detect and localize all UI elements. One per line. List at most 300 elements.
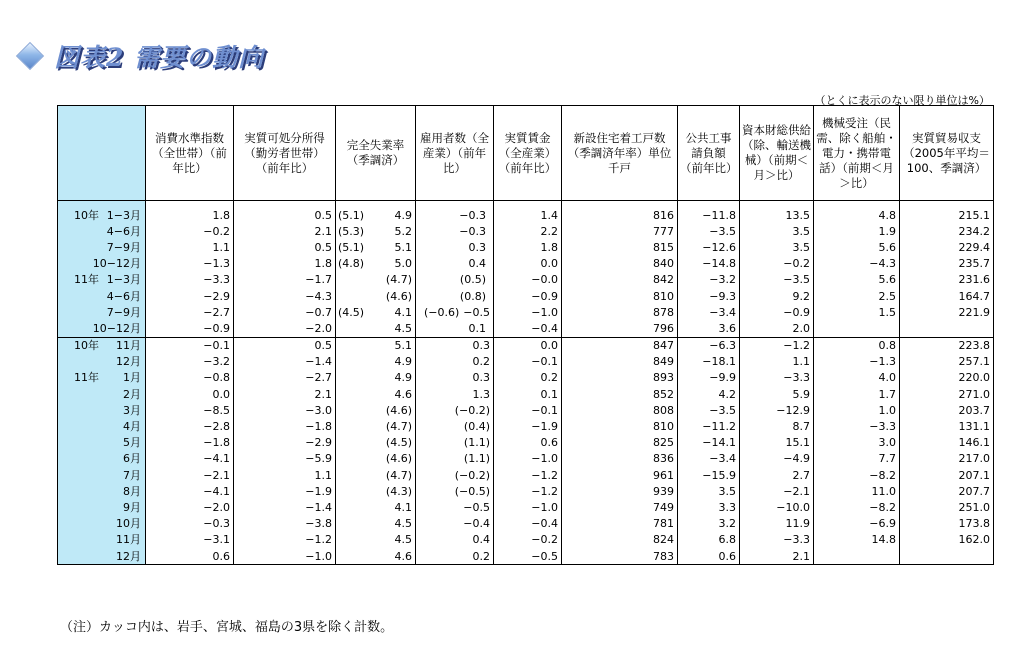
cell: 1.3 — [416, 386, 494, 402]
cell: (4.3) — [336, 483, 416, 499]
table-row — [58, 370, 994, 386]
row-label — [58, 304, 146, 320]
cell — [336, 223, 416, 239]
cell: 1.9 — [814, 223, 900, 239]
cell: −1.2 — [740, 337, 814, 354]
cell: 220.0 — [900, 370, 994, 386]
cell — [336, 272, 416, 288]
cell: −0.9 — [146, 320, 234, 337]
cell: 234.2 — [900, 223, 994, 239]
cell: 878 — [562, 304, 678, 320]
table-row — [58, 418, 994, 434]
cell — [336, 320, 416, 337]
cell: −0.5 — [494, 548, 562, 565]
cell: −3.4 — [678, 451, 740, 467]
cell: −15.9 — [678, 467, 740, 483]
header-col-9: 機械受注（民需、除く船舶・電力・携帯電話）（前期＜月＞比） — [814, 106, 900, 201]
cell: (4.5) — [336, 435, 416, 451]
cell: 796 — [562, 320, 678, 337]
row-year: 11年 — [74, 273, 99, 287]
cell-paren: −0.3 — [459, 224, 486, 238]
cell: 7.7 — [814, 451, 900, 467]
cell: −0.1 — [494, 354, 562, 370]
cell — [416, 288, 494, 304]
row-label — [58, 272, 146, 288]
cell: −0.5 — [416, 499, 494, 515]
cell-paren: (4.5) — [338, 305, 365, 319]
row-label — [58, 337, 146, 354]
row-period: 1−3月 — [106, 208, 141, 222]
cell: 257.1 — [900, 354, 994, 370]
table-row — [58, 223, 994, 239]
row-label — [58, 386, 146, 402]
cell — [416, 304, 494, 320]
cell: 207.7 — [900, 483, 994, 499]
cell: 3.6 — [678, 320, 740, 337]
cell: 0.5 — [234, 201, 336, 224]
table-row — [58, 548, 994, 565]
header-col-5: 実質賃金（全産業）（前年比） — [494, 106, 562, 201]
cell: 1.8 — [494, 239, 562, 255]
cell — [336, 201, 416, 224]
cell: 0.3 — [416, 370, 494, 386]
row-label — [58, 320, 146, 337]
cell: 4.1 — [336, 499, 416, 515]
cell: 1.5 — [814, 304, 900, 320]
cell: −8.2 — [814, 499, 900, 515]
header-col-10: 実質貿易収支（2005年平均＝100、季調済） — [900, 106, 994, 201]
cell: 1.4 — [494, 201, 562, 224]
table-row — [58, 354, 994, 370]
row-period: 8月 — [123, 484, 141, 498]
unit-note: （とくに表示のない限り単位は%） — [814, 94, 990, 107]
cell: −4.1 — [146, 483, 234, 499]
row-period: 12月 — [116, 549, 141, 563]
cell: 4.9 — [336, 370, 416, 386]
cell-paren: (4.8) — [338, 257, 365, 271]
row-label — [58, 516, 146, 532]
cell: −5.9 — [234, 451, 336, 467]
row-period: 1−3月 — [106, 273, 141, 287]
cell: 808 — [562, 402, 678, 418]
cell — [416, 201, 494, 224]
row-label — [58, 467, 146, 483]
cell-paren: (5.3) — [338, 224, 365, 238]
cell: −3.3 — [740, 532, 814, 548]
cell: −0.4 — [494, 320, 562, 337]
cell-value: 5.2 — [394, 224, 412, 238]
demand-table — [57, 105, 994, 565]
table-row — [58, 402, 994, 418]
cell — [336, 239, 416, 255]
cell — [814, 320, 900, 337]
cell-value: (4.7) — [385, 273, 412, 287]
cell: −2.7 — [146, 304, 234, 320]
row-period: 1月 — [123, 371, 141, 385]
cell: −11.2 — [678, 418, 740, 434]
cell: −14.1 — [678, 435, 740, 451]
cell: −0.7 — [234, 304, 336, 320]
cell: 781 — [562, 516, 678, 532]
cell — [336, 288, 416, 304]
cell: 810 — [562, 418, 678, 434]
cell: −9.3 — [678, 288, 740, 304]
cell: −1.0 — [494, 304, 562, 320]
cell: −2.9 — [234, 435, 336, 451]
cell: −1.0 — [494, 499, 562, 515]
cell: 5.6 — [814, 272, 900, 288]
row-period: 11月 — [116, 533, 141, 547]
table-row — [58, 532, 994, 548]
cell: 1.1 — [740, 354, 814, 370]
cell: −0.0 — [494, 272, 562, 288]
row-period: 4月 — [123, 420, 141, 434]
cell-value: (4.6) — [385, 289, 412, 303]
cell: 223.8 — [900, 337, 994, 354]
cell: 5.1 — [336, 337, 416, 354]
cell-paren: (5.1) — [338, 208, 365, 222]
table-row — [58, 288, 994, 304]
row-period: 5月 — [123, 436, 141, 450]
cell: −1.7 — [234, 272, 336, 288]
header-col-2: 実質可処分所得（勤労者世帯）（前年比） — [234, 106, 336, 201]
cell: −1.3 — [146, 256, 234, 272]
cell: −0.2 — [740, 256, 814, 272]
cell: −12.6 — [678, 239, 740, 255]
table-row — [58, 337, 994, 354]
cell: 1.8 — [146, 201, 234, 224]
cell: 5.6 — [814, 239, 900, 255]
cell: 4.0 — [814, 370, 900, 386]
cell: 849 — [562, 354, 678, 370]
cell: −3.3 — [814, 418, 900, 434]
table-row — [58, 256, 994, 272]
cell: −0.1 — [494, 402, 562, 418]
cell — [416, 256, 494, 272]
cell: 0.0 — [146, 386, 234, 402]
cell: 0.6 — [494, 435, 562, 451]
row-period: 11月 — [116, 339, 141, 353]
cell: −3.4 — [678, 304, 740, 320]
cell: −3.3 — [740, 370, 814, 386]
cell: 221.9 — [900, 304, 994, 320]
table-row — [58, 499, 994, 515]
cell: (−0.5) — [416, 483, 494, 499]
header-col-1: 消費水準指数（全世帯）（前年比） — [146, 106, 234, 201]
cell: −0.8 — [146, 370, 234, 386]
cell — [900, 548, 994, 565]
cell-paren: (−0.6) — [423, 305, 460, 319]
cell: 215.1 — [900, 201, 994, 224]
row-period: 4−6月 — [106, 224, 141, 238]
row-label — [58, 483, 146, 499]
cell: 0.3 — [416, 337, 494, 354]
cell: 231.6 — [900, 272, 994, 288]
cell: 3.2 — [678, 516, 740, 532]
cell: (4.6) — [336, 402, 416, 418]
cell: 14.8 — [814, 532, 900, 548]
cell-paren: (0.8) — [459, 289, 486, 303]
cell: 271.0 — [900, 386, 994, 402]
cell: (4.7) — [336, 467, 416, 483]
cell-paren: 0.1 — [468, 321, 486, 335]
cell: 2.1 — [740, 548, 814, 565]
table-row — [58, 516, 994, 532]
row-period: 7−9月 — [106, 240, 141, 254]
cell: −18.1 — [678, 354, 740, 370]
row-label — [58, 239, 146, 255]
cell: −2.1 — [740, 483, 814, 499]
cell: (0.4) — [416, 418, 494, 434]
cell: 5.9 — [740, 386, 814, 402]
cell: −14.8 — [678, 256, 740, 272]
cell — [336, 304, 416, 320]
cell: −0.2 — [146, 223, 234, 239]
cell-value: 4.9 — [394, 208, 412, 222]
cell: 893 — [562, 370, 678, 386]
cell: −1.8 — [234, 418, 336, 434]
header-period — [58, 106, 146, 201]
row-period: 2月 — [123, 387, 141, 401]
cell: 0.2 — [494, 370, 562, 386]
cell-paren: (5.1) — [338, 240, 365, 254]
cell: 836 — [562, 451, 678, 467]
cell: −12.9 — [740, 402, 814, 418]
cell: −4.9 — [740, 451, 814, 467]
cell: 235.7 — [900, 256, 994, 272]
cell: −9.9 — [678, 370, 740, 386]
cell-paren: −0.3 — [459, 208, 486, 222]
cell: −3.5 — [678, 402, 740, 418]
cell: 824 — [562, 532, 678, 548]
cell: 825 — [562, 435, 678, 451]
cell: −10.0 — [740, 499, 814, 515]
cell: −1.9 — [494, 418, 562, 434]
cell: −1.8 — [146, 435, 234, 451]
cell: 0.2 — [416, 354, 494, 370]
row-year: 10年 — [74, 339, 99, 353]
cell: −3.8 — [234, 516, 336, 532]
cell: 4.8 — [814, 201, 900, 224]
cell: −3.0 — [234, 402, 336, 418]
cell: 3.5 — [678, 483, 740, 499]
cell: −3.2 — [146, 354, 234, 370]
cell: −2.1 — [146, 467, 234, 483]
cell — [416, 223, 494, 239]
cell: 1.1 — [234, 467, 336, 483]
header-col-3: 完全失業率（季調済） — [336, 106, 416, 201]
cell: −1.2 — [234, 532, 336, 548]
cell: 0.0 — [494, 337, 562, 354]
cell: 2.5 — [814, 288, 900, 304]
cell: −11.8 — [678, 201, 740, 224]
header-col-8: 資本財総供給（除、輸送機械）（前期＜月＞比） — [740, 106, 814, 201]
cell: 815 — [562, 239, 678, 255]
cell-value: 4.5 — [394, 321, 412, 335]
cell: 0.1 — [494, 386, 562, 402]
cell: 164.7 — [900, 288, 994, 304]
cell: −0.9 — [494, 288, 562, 304]
cell: −0.9 — [740, 304, 814, 320]
cell: 207.1 — [900, 467, 994, 483]
cell: 1.1 — [146, 239, 234, 255]
row-year: 11年 — [74, 371, 99, 385]
cell: 0.5 — [234, 239, 336, 255]
cell: 146.1 — [900, 435, 994, 451]
row-period: 4−6月 — [106, 289, 141, 303]
table-body — [58, 201, 994, 565]
row-period: 7−9月 — [106, 305, 141, 319]
cell: −4.1 — [146, 451, 234, 467]
cell: −1.2 — [494, 483, 562, 499]
cell: 2.1 — [234, 223, 336, 239]
cell: −0.4 — [416, 516, 494, 532]
cell: 131.1 — [900, 418, 994, 434]
row-label — [58, 223, 146, 239]
cell: −1.3 — [814, 354, 900, 370]
cell: 0.6 — [146, 548, 234, 565]
cell: 3.5 — [740, 223, 814, 239]
cell: −2.8 — [146, 418, 234, 434]
cell: 0.0 — [494, 256, 562, 272]
cell: −4.3 — [234, 288, 336, 304]
cell: 816 — [562, 201, 678, 224]
cell: 1.0 — [814, 402, 900, 418]
row-period: 10−12月 — [92, 257, 141, 271]
cell: −3.5 — [678, 223, 740, 239]
cell: 3.5 — [740, 239, 814, 255]
cell — [416, 320, 494, 337]
cell: 847 — [562, 337, 678, 354]
cell: −1.4 — [234, 499, 336, 515]
cell — [416, 239, 494, 255]
cell: (1.1) — [416, 451, 494, 467]
cell: −6.9 — [814, 516, 900, 532]
cell: 0.5 — [234, 337, 336, 354]
cell: 6.8 — [678, 532, 740, 548]
row-label — [58, 532, 146, 548]
cell-value: 5.0 — [394, 257, 412, 271]
cell: −0.2 — [494, 532, 562, 548]
cell: 251.0 — [900, 499, 994, 515]
cell: 961 — [562, 467, 678, 483]
cell: −1.0 — [234, 548, 336, 565]
cell: −2.0 — [234, 320, 336, 337]
cell: 4.5 — [336, 532, 416, 548]
cell: 4.9 — [336, 354, 416, 370]
cell: −3.1 — [146, 532, 234, 548]
row-label — [58, 435, 146, 451]
cell-value: 4.1 — [394, 305, 412, 319]
cell — [336, 256, 416, 272]
table-row — [58, 467, 994, 483]
table-row — [58, 304, 994, 320]
cell: 783 — [562, 548, 678, 565]
cell: −3.5 — [740, 272, 814, 288]
cell-paren: (0.5) — [459, 273, 486, 287]
cell: 4.5 — [336, 516, 416, 532]
cell: 3.3 — [678, 499, 740, 515]
row-period: 6月 — [123, 452, 141, 466]
cell: 4.6 — [336, 386, 416, 402]
cell: 777 — [562, 223, 678, 239]
cell — [416, 272, 494, 288]
cell: (4.7) — [336, 418, 416, 434]
cell: −1.9 — [234, 483, 336, 499]
cell: −0.3 — [146, 516, 234, 532]
cell: −3.2 — [678, 272, 740, 288]
cell: 3.0 — [814, 435, 900, 451]
cell: 229.4 — [900, 239, 994, 255]
cell: 852 — [562, 386, 678, 402]
cell: 2.2 — [494, 223, 562, 239]
cell: 810 — [562, 288, 678, 304]
cell: −2.0 — [146, 499, 234, 515]
row-label — [58, 256, 146, 272]
cell: 842 — [562, 272, 678, 288]
cell: 13.5 — [740, 201, 814, 224]
cell: −6.3 — [678, 337, 740, 354]
cell: 0.4 — [416, 532, 494, 548]
table-header-row — [58, 106, 994, 201]
row-label — [58, 354, 146, 370]
cell: (−0.2) — [416, 402, 494, 418]
table-row — [58, 483, 994, 499]
cell — [900, 320, 994, 337]
row-label — [58, 418, 146, 434]
cell: 2.1 — [234, 386, 336, 402]
cell-paren: 0.4 — [468, 257, 486, 271]
cell: 4.6 — [336, 548, 416, 565]
cell: 203.7 — [900, 402, 994, 418]
row-period: 3月 — [123, 403, 141, 417]
cell: 162.0 — [900, 532, 994, 548]
cell: −8.2 — [814, 467, 900, 483]
cell: 4.2 — [678, 386, 740, 402]
header-col-7: 公共工事請負額（前年比） — [678, 106, 740, 201]
row-label — [58, 548, 146, 565]
table-row — [58, 451, 994, 467]
cell: (−0.2) — [416, 467, 494, 483]
cell: −4.3 — [814, 256, 900, 272]
row-period: 10月 — [116, 517, 141, 531]
cell-value: 5.1 — [394, 240, 412, 254]
table-row — [58, 320, 994, 337]
header-col-6: 新設住宅着工戸数（季調済年率）単位 千戸 — [562, 106, 678, 201]
page-title: 図表2 需要の動向 — [54, 43, 265, 72]
table-row — [58, 201, 994, 224]
cell-paren: 0.3 — [468, 240, 486, 254]
cell: 11.9 — [740, 516, 814, 532]
cell: 2.7 — [740, 467, 814, 483]
cell: 217.0 — [900, 451, 994, 467]
row-label — [58, 288, 146, 304]
row-label — [58, 201, 146, 224]
cell: 8.7 — [740, 418, 814, 434]
table-row — [58, 239, 994, 255]
row-label — [58, 370, 146, 386]
cell: 11.0 — [814, 483, 900, 499]
cell: 0.2 — [416, 548, 494, 565]
table-row — [58, 435, 994, 451]
row-period: 12月 — [116, 355, 141, 369]
row-year: 10年 — [74, 208, 99, 222]
cell: 0.6 — [678, 548, 740, 565]
cell: 1.7 — [814, 386, 900, 402]
cell: −0.4 — [494, 516, 562, 532]
row-label — [58, 499, 146, 515]
cell: 840 — [562, 256, 678, 272]
